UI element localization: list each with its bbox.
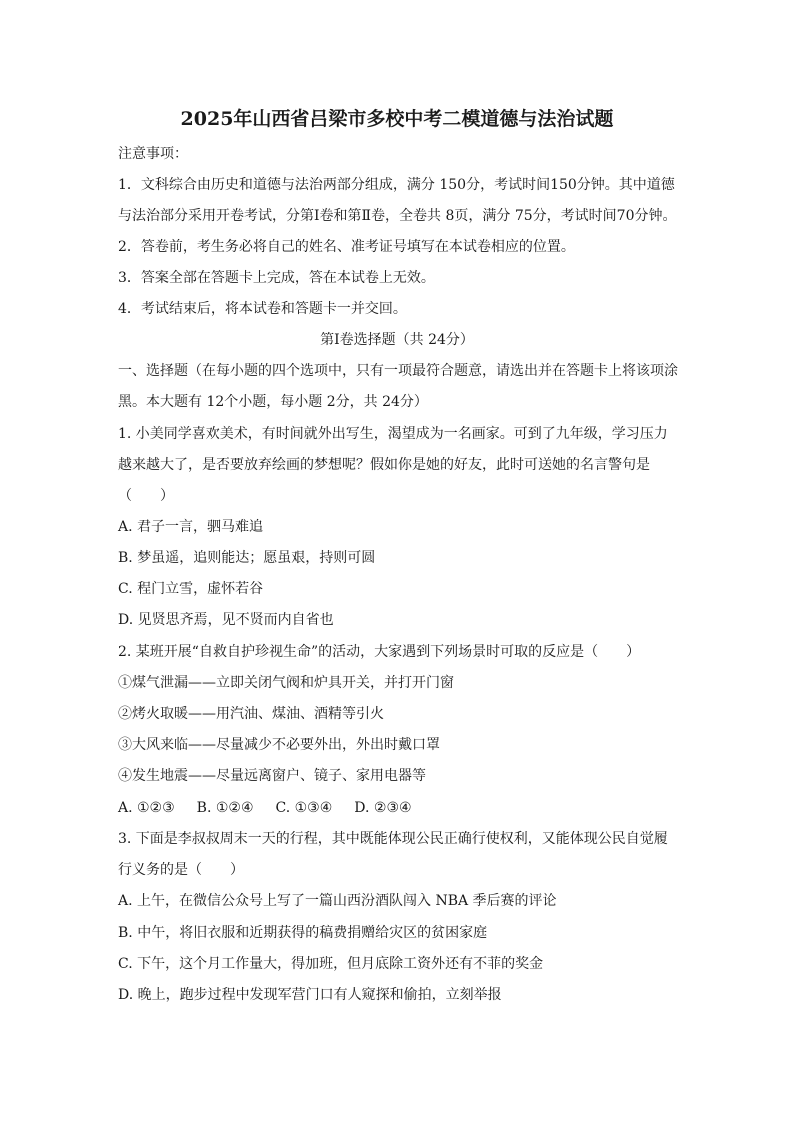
- notice-item-4: 4．考试结束后，将本试卷和答题卡一并交回。: [118, 301, 407, 317]
- notice-item-1-line-2: 与法治部分采用开卷考试，分第Ⅰ卷和第Ⅱ卷，全卷共 8页，满分 75分，考试时间70分钟。: [118, 208, 677, 224]
- notice-item-1-line-1: 1．文科综合由历史和道德与法治两部分组成，满分 150分，考试时间150分钟。其中道德: [118, 177, 675, 193]
- question-2-options: [118, 799, 434, 817]
- question-1-line-3: （ ）: [118, 488, 174, 504]
- section-title: 第Ⅰ卷选择题（共 24分）: [320, 332, 474, 348]
- question-3-option-c: C. 下午，这个月工作量大，得加班，但月底除工资外还有不菲的奖金: [118, 956, 544, 972]
- question-3-option-d: D. 晚上，跑步过程中发现军营门口有人窥探和偷拍，立刻举报: [118, 987, 502, 1003]
- question-2-option-b: B. ①②④: [196, 800, 254, 816]
- question-1-option-b: B. 梦虽遥，追则能达；愿虽艰，持则可圆: [118, 550, 376, 566]
- notice-item-3: 3．答案全部在答题卡上完成，答在本试卷上无效。: [118, 270, 435, 286]
- question-2-option-d: D. ②③④: [354, 800, 412, 816]
- question-2-statement-3: ③大风来临——尽量减少不必要外出，外出时戴口罩: [118, 737, 440, 753]
- question-3-line-1: 3. 下面是李叔叔周末一天的行程，其中既能体现公民正确行使权利，又能体现公民自觉履: [118, 831, 668, 847]
- notice-heading: 注意事项：: [118, 146, 188, 162]
- notice-item-2: 2．答卷前，考生务必将自己的姓名、准考证号填写在本试卷相应的位置。: [118, 239, 575, 255]
- question-3-line-2: 行义务的是（ ）: [118, 862, 244, 878]
- question-2-stem: 2. 某班开展“自救自护珍视生命”的活动，大家遇到下列场景时可取的反应是（ ）: [118, 644, 641, 660]
- question-1-option-a: A. 君子一言，驷马难追: [118, 519, 264, 535]
- question-3-option-b: B. 中午，将旧衣服和近期获得的稿费捐赠给灾区的贫困家庭: [118, 925, 488, 941]
- question-2-option-c: C. ①③④: [275, 800, 333, 816]
- question-2-option-a: A. ①②③: [118, 800, 175, 816]
- instructions-line-2: 黑。本大题有 12个小题，每小题 2分，共 24分）: [118, 394, 428, 410]
- question-1-option-d: D. 见贤思齐焉，见不贤而内自省也: [118, 612, 334, 628]
- question-1-line-1: 1. 小美同学喜欢美术，有时间就外出写生，渴望成为一名画家。可到了九年级，学习压力: [118, 426, 668, 442]
- question-1-option-c: C. 程门立雪，虚怀若谷: [118, 581, 264, 597]
- question-3-option-a: A. 上午，在微信公众号上写了一篇山西汾酒队闯入 NBA 季后赛的评论: [118, 893, 557, 909]
- exam-title: 2025年山西省吕梁市多校中考二模道德与法治试题: [180, 108, 614, 130]
- question-2-statement-2: ②烤火取暖——用汽油、煤油、酒精等引火: [118, 706, 384, 722]
- question-2-statement-4: ④发生地震——尽量远离窗户、镜子、家用电器等: [118, 768, 426, 784]
- instructions-line-1: 一、选择题（在每小题的四个选项中，只有一项最符合题意，请选出并在答题卡上将该项涂: [118, 363, 678, 379]
- question-2-statement-1: ①煤气泄漏——立即关闭气阀和炉具开关，并打开门窗: [118, 675, 454, 691]
- question-1-line-2: 越来越大了，是否要放弃绘画的梦想呢？假如你是她的好友，此时可送她的名言警句是: [118, 457, 650, 473]
